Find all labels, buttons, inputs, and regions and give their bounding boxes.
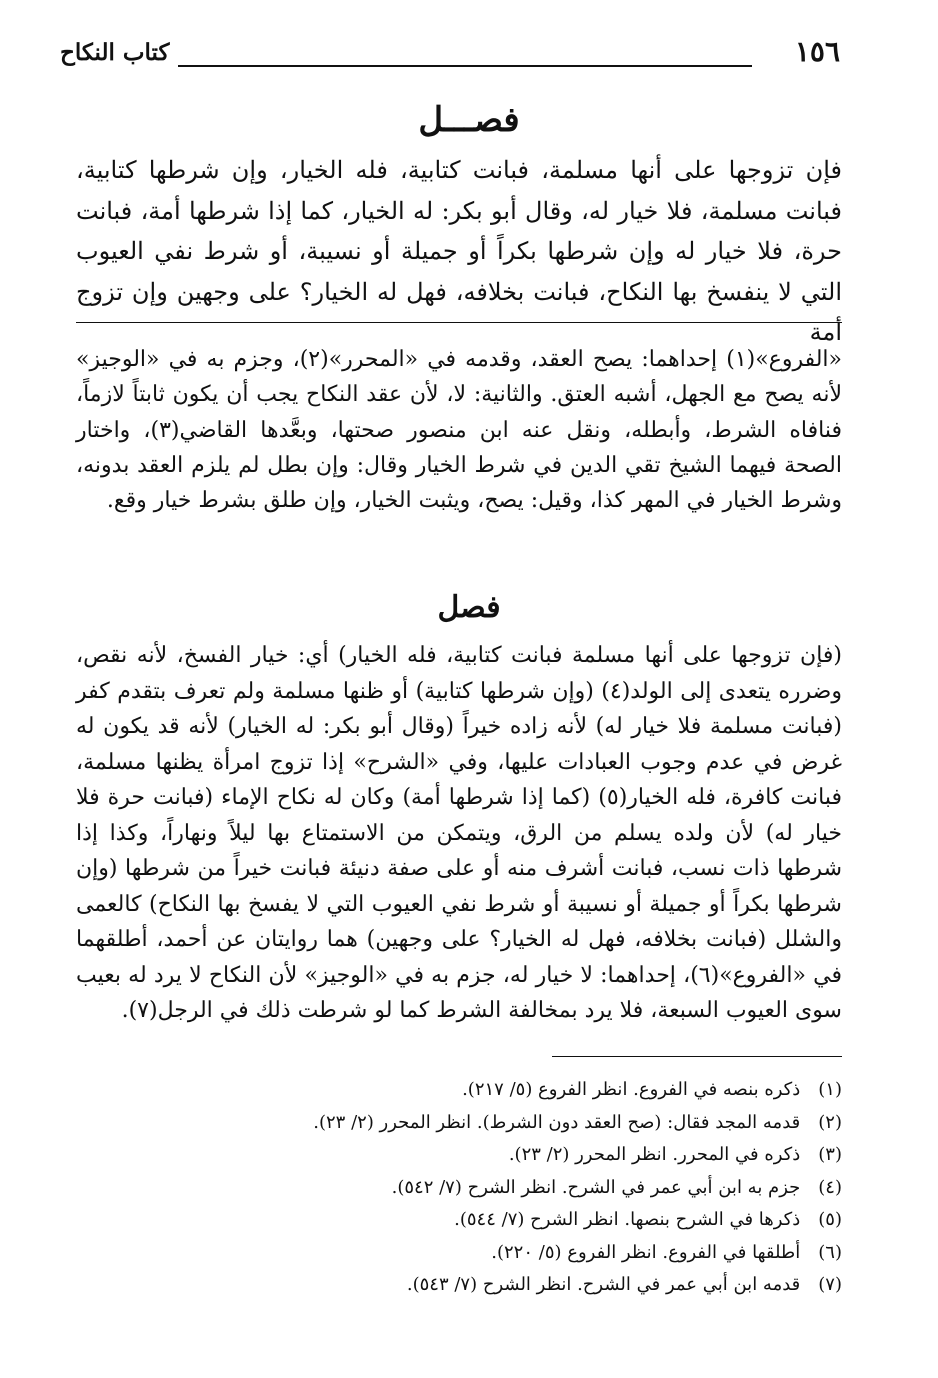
page-header (60, 32, 840, 72)
footnote-text: ذكره بنصه في الفروع. انظر الفروع (٥/ ٢١٧). (462, 1079, 801, 1100)
footnote-number: (٣) (818, 1144, 842, 1165)
footnote-text: ذكره في المحرر. انظر المحرر (٢/ ٢٣). (508, 1144, 801, 1165)
section-heading-mid: فصل (437, 590, 501, 625)
footnote-item (76, 1269, 842, 1302)
footnote-item (76, 1139, 842, 1172)
footnote-number: (٢) (818, 1111, 842, 1133)
section-heading-top: فصـــل (418, 100, 520, 140)
footnote-item (76, 1074, 842, 1107)
sharh-continuation-paragraph: «الفروع»(١) إحداهما: يصح العقد، وقدمه في «المحرر»(٢)، وجزم به في «الوجيز» لأنه يصح مع الجهل، أشبه العتق. والثانية: لا، لأن عقد النكاح يجب أن يكون ثابتاً لازماً، فنافاه الشرط، وأبطله، ونقل عنه ابن منصور صحتها، وبعَّدها القاضي(٣)، واختار الصحة فيهما الشيخ تقي الدين في شرط الخيار وقال: وإن بطل لم يلزم العقد بدونه، وشرط الخيار في المهر كذا، وقيل: يصح، ويثبت الخيار، وإن طلق بشرط خيار وقع. (76, 347, 843, 514)
footnote-item (76, 1204, 842, 1237)
footnote-text: ذكرها في الشرح بنصها. انظر الشرح (٧/ ٥٤٤). (454, 1209, 801, 1230)
footnote-number: (٦) (818, 1241, 842, 1263)
sharh-main-paragraph: (فإن تزوجها على أنها مسلمة فبانت كتابية، فله الخيار) أي: خيار الفسخ، لأنه نقص، وضرره يتعدى إلى الولد(٤) (وإن شرطها كتابية) أو ظنها مسلمة ولم تعرف بتقدم كفر (فبانت مسلمة فلا خيار له) لأنه زاده خيراً (وقال أبو بكر: له الخيار) لأنه قد يكون له غرض في عدم وجوب العبادات عليها، وفي «الشرح» إذا تزوج امرأة يظنها مسلمة، فبانت كافرة، فله الخيار(٥) (كما إذا شرطها أمة) وكان له نكاح الإماء (فبانت حرة فلا خيار له) لأن ولده يسلم من الرق، ويتمكن من الاستمتاع بها ليلاً ونهاراً، وكذا إذا شرطها ذات نسب، فبانت أشرف منه أو على صفة دنيئة فبانت خيراً من شرطها (وإن شرطها بكراً أو جميلة أو نسيبة أو شرط نفي العيوب التي لا يفسخ بها النكاح) كالعمى والشلل (فبانت بخلافه، فهل له الخيار؟ على وجهين) هما روايتان عن أحمد، أطلقهما في «الفروع»(٦)، إحداهما: لا خيار له، جزم به في «الوجيز» لأن النكاح لا يرد له بعيب سوى العيوب السبعة، فلا يرد بمخالفة الشرط كما لو شرطت ذلك في الرجل(٧). (76, 643, 843, 1023)
footnote-number: (٧) (818, 1274, 842, 1295)
footnote-text: جزم به ابن أبي عمر في الشرح. انظر الشرح (٧/ ٥٤٢). (391, 1176, 801, 1198)
footnote-text: أطلقها في الفروع. انظر الفروع (٥/ ٢٢٠). (491, 1241, 801, 1263)
footnote-text: قدمه ابن أبي عمر في الشرح. انظر الشرح (٧/ ٥٤٣). (406, 1274, 801, 1295)
footnote-item (76, 1172, 842, 1205)
footnotes (76, 1074, 842, 1302)
footnote-separator-rule (552, 1056, 842, 1057)
footnote-number: (٤) (818, 1176, 842, 1198)
footnote-text: قدمه المجد فقال: (صح العقد دون الشرط). انظر المحرر (٢/ ٢٣). (313, 1111, 801, 1133)
footnote-item (76, 1107, 842, 1140)
footnote-number: (٥) (818, 1209, 842, 1230)
matn-paragraph: فإن تزوجها على أنها مسلمة، فبانت كتابية، فله الخيار، وإن شرطها كتابية، فبانت مسلمة، فلا خيار له، وقال أبو بكر: له الخيار، كما إذا شرطها أمة، فبانت حرة، فلا خيار له وإن شرطها بكراً أو جميلة أو نسيبة، أو شرط نفي العيوب التي لا ينفسخ بها النكاح، فبانت بخلافه، فهل له الخيار؟ على وجهين وإن تزوج أمة (76, 156, 843, 346)
header-rule (178, 65, 752, 67)
page-number: ١٥٦ (794, 35, 840, 68)
running-title: كتاب النكاح (60, 39, 170, 66)
footnote-item (76, 1237, 842, 1270)
matn-separator-rule (76, 322, 842, 323)
footnote-number: (١) (818, 1079, 842, 1100)
